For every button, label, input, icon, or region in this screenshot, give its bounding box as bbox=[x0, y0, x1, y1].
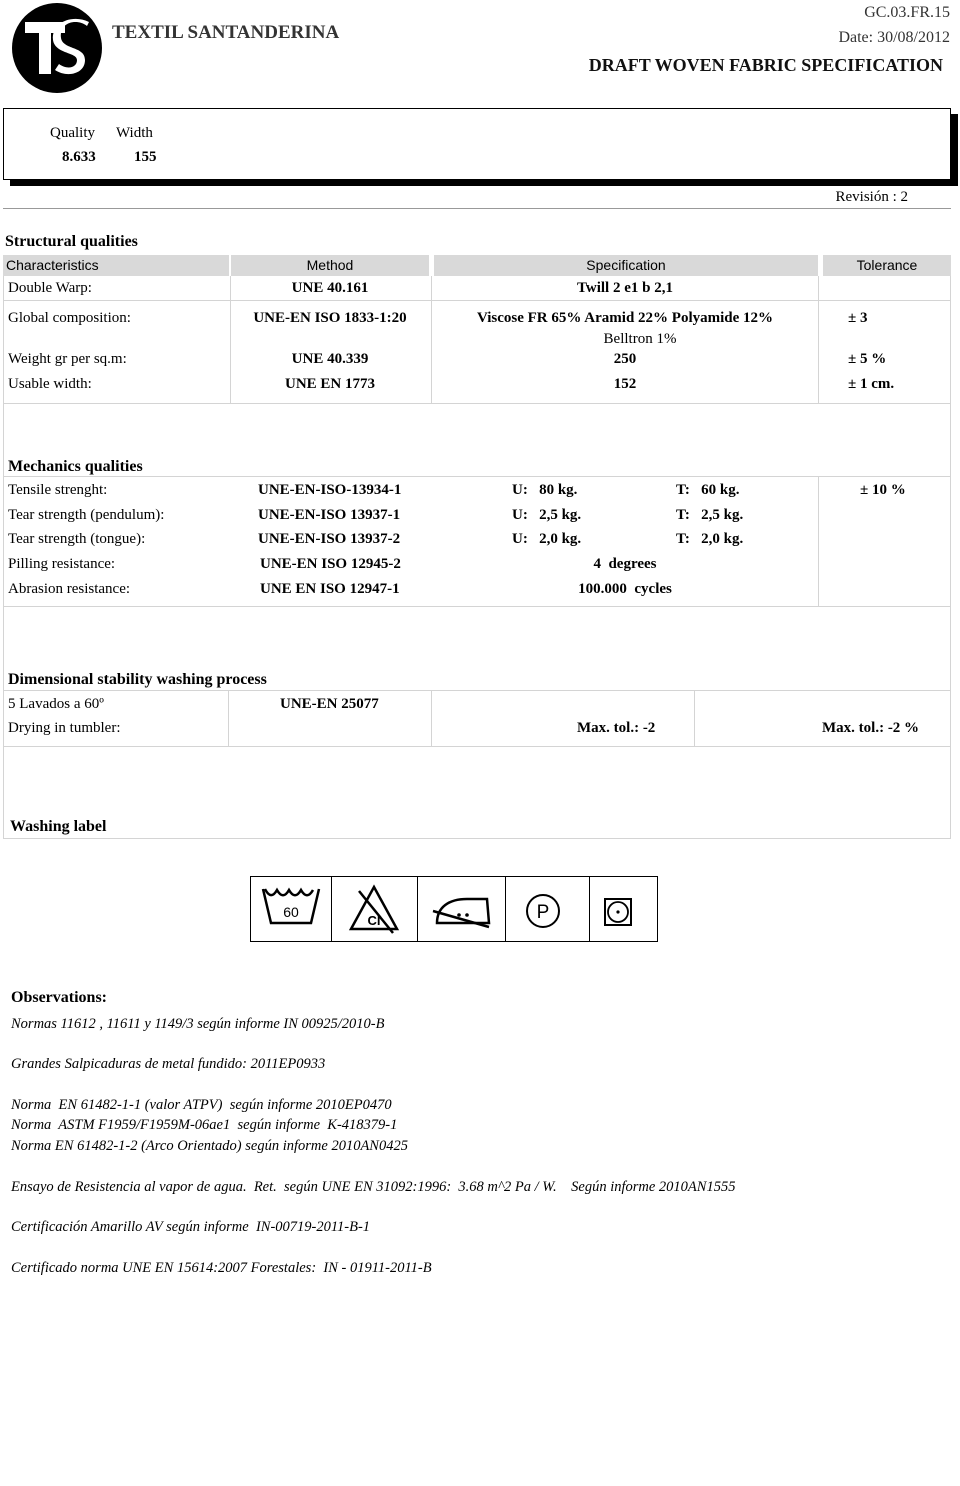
observation-line: Certificación Amarillo AV según informe IN-00719-2011-B-1 bbox=[11, 1219, 371, 1235]
row-t-value: T: 2,0 kg. bbox=[676, 531, 744, 547]
observation-line: Certificado norma UNE EN 15614:2007 Forestales: IN - 01911-2011-B bbox=[11, 1260, 432, 1276]
iron-two-dots-icon bbox=[417, 877, 505, 941]
row-t-value: T: 2,5 kg. bbox=[676, 507, 744, 523]
row-name: Weight gr per sq.m: bbox=[8, 351, 127, 367]
structural-header-row bbox=[3, 255, 951, 276]
row-method: UNE-EN-ISO 13937-2 bbox=[258, 531, 401, 547]
row-tolerance: ± 10 % bbox=[860, 482, 906, 498]
row-method: UNE EN ISO 12947-1 bbox=[260, 581, 400, 597]
mechanics-title: Mechanics qualities bbox=[8, 458, 143, 475]
tumble-dry-icon bbox=[589, 877, 657, 941]
care-symbol-bleach bbox=[331, 877, 418, 941]
document-title: DRAFT WOVEN FABRIC SPECIFICATION bbox=[588, 55, 943, 75]
quality-label: Quality bbox=[50, 125, 95, 141]
logo-emblem-icon bbox=[11, 2, 103, 94]
document-date: Date: 30/08/2012 bbox=[838, 29, 950, 46]
document-code: GC.03.FR.15 bbox=[864, 4, 950, 21]
dimensional-title: Dimensional stability washing process bbox=[8, 671, 267, 688]
row-name: Drying in tumbler: bbox=[8, 720, 121, 736]
dry-clean-label: P bbox=[536, 902, 550, 923]
row-method: UNE-EN ISO 12945-2 bbox=[260, 556, 401, 572]
quality-box bbox=[3, 108, 951, 180]
row-spec: Viscose FR 65% Aramid 22% Polyamide 12% bbox=[476, 310, 774, 326]
row-spec-continued: Belltron 1% bbox=[603, 331, 677, 347]
observation-line: Grandes Salpicaduras de metal fundido: 2011EP0933 bbox=[11, 1056, 326, 1072]
care-symbols-box bbox=[250, 876, 658, 942]
row-method: UNE 40.339 bbox=[291, 351, 369, 367]
bleach-label: Cl bbox=[367, 913, 381, 928]
row-method: UNE 40.161 bbox=[291, 280, 369, 296]
row-tolerance: ± 5 % bbox=[848, 351, 887, 367]
care-symbol-iron bbox=[417, 877, 506, 941]
care-symbol-tumble bbox=[589, 877, 657, 941]
row-tolerance: ± 3 bbox=[848, 310, 868, 326]
observation-line: Ensayo de Resistencia al vapor de agua. Ret. según UNE EN 31092:1996: 3.68 m^2 Pa / W. Según informe 2010AN1555 bbox=[11, 1179, 736, 1195]
row-method: UNE EN 1773 bbox=[284, 376, 375, 392]
row-method: UNE-EN 25077 bbox=[280, 696, 379, 712]
observation-line: Norma EN 61482-1-1 (valor ATPV) según informe 2010EP0470 bbox=[11, 1097, 392, 1113]
observation-line: Normas 11612 , 11611 y 1149/3 según informe IN 00925/2010-B bbox=[11, 1016, 385, 1032]
row-name: Global composition: bbox=[8, 310, 131, 326]
row-name: Pilling resistance: bbox=[8, 556, 116, 572]
row-u-value: U: 2,0 kg. bbox=[512, 531, 582, 547]
row-center-value: 4 degrees bbox=[593, 556, 657, 572]
row-u-value: U: 2,5 kg. bbox=[512, 507, 582, 523]
row-name: Tear strength (tongue): bbox=[8, 531, 146, 547]
observation-line: Norma ASTM F1959/F1959M-06ae1 según informe K-418379-1 bbox=[11, 1117, 398, 1133]
row-spec: Twill 2 e1 b 2,1 bbox=[577, 280, 673, 296]
row-center-value: 100.000 cycles bbox=[578, 581, 672, 597]
company-name: TEXTIL SANTANDERINA bbox=[112, 22, 340, 43]
row-method: UNE-EN-ISO-13934-1 bbox=[258, 482, 402, 498]
company-logo bbox=[11, 2, 103, 94]
dry-clean-p-icon bbox=[505, 877, 589, 941]
column-method: Method bbox=[231, 255, 429, 276]
row-name: Usable width: bbox=[8, 376, 92, 392]
bleach-cl-icon bbox=[331, 877, 417, 941]
quality-value: 8.633 bbox=[62, 149, 96, 165]
row-method: UNE-EN-ISO 13937-1 bbox=[258, 507, 401, 523]
column-characteristics: Characteristics bbox=[3, 255, 229, 276]
row-method: UNE-EN ISO 1833-1:20 bbox=[253, 310, 407, 326]
structural-title: Structural qualities bbox=[5, 233, 138, 250]
observation-line: Norma EN 61482-1-2 (Arco Orientado) según informe 2010AN0425 bbox=[11, 1138, 408, 1154]
row-name: Tear strength (pendulum): bbox=[8, 507, 165, 523]
width-value: 155 bbox=[134, 149, 157, 165]
column-specification: Specification bbox=[434, 255, 818, 276]
row-tolerance-1: Max. tol.: -2 bbox=[577, 720, 656, 736]
row-spec: 152 bbox=[613, 376, 637, 392]
column-tolerance: Tolerance bbox=[823, 255, 951, 276]
row-u-value: U: 80 kg. bbox=[512, 482, 578, 498]
revision-number: Revisión : 2 bbox=[835, 189, 908, 205]
row-tolerance-2: Max. tol.: -2 % bbox=[822, 720, 920, 736]
row-name: Abrasion resistance: bbox=[8, 581, 131, 597]
row-spec: 250 bbox=[613, 351, 637, 367]
row-name: 5 Lavados a 60º bbox=[8, 696, 104, 712]
row-name: Double Warp: bbox=[8, 280, 92, 296]
row-name: Tensile strenght: bbox=[8, 482, 108, 498]
care-symbol-dryclean bbox=[505, 877, 590, 941]
observations-title: Observations: bbox=[11, 989, 107, 1006]
wash-60-icon bbox=[251, 877, 331, 941]
row-t-value: T: 60 kg. bbox=[676, 482, 740, 498]
wash-temp-label: 60 bbox=[283, 904, 299, 920]
washing-label-title: Washing label bbox=[10, 818, 107, 835]
care-symbol-wash bbox=[251, 877, 332, 941]
row-tolerance: ± 1 cm. bbox=[848, 376, 895, 392]
width-label: Width bbox=[116, 125, 153, 141]
